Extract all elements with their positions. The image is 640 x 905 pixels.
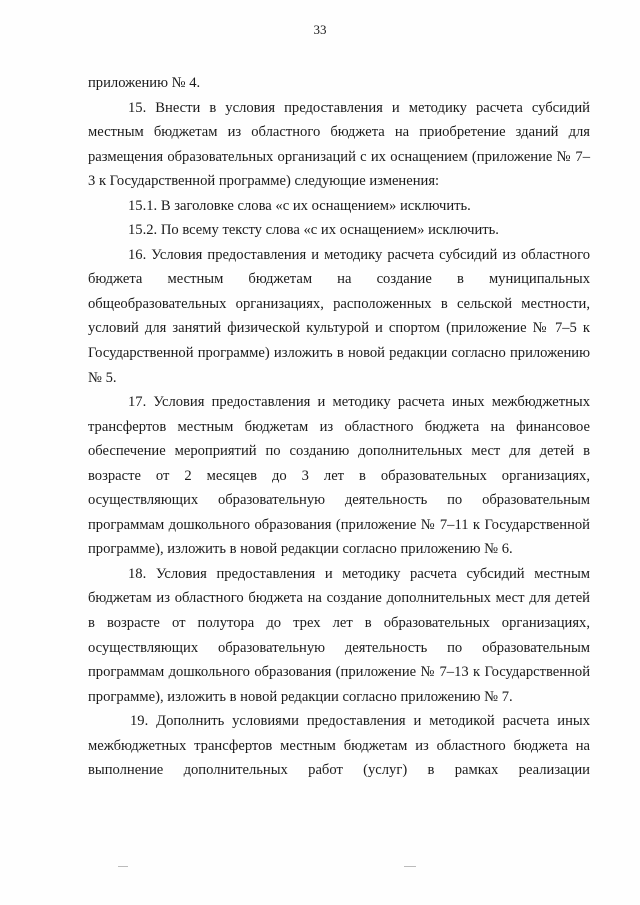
- paragraph-item-15-1: 15.1. В заголовке слова «с их оснащением» исключить.: [128, 197, 471, 214]
- paragraph-item-19: 19. Дополнить условиями предоставления и методикой расчета иных межбюджетных трансфертов местным бюджетам из областного бюджета на выполнение дополнительных работ (услуг) в рамках реализации: [88, 713, 590, 779]
- paragraph-item-15-2: 15.2. По всему тексту слова «с их оснащением» исключить.: [128, 222, 499, 239]
- paragraph-item-15: 15. Внести в условия предоставления и методику расчета субсидий местным бюджетам из областного бюджета на приобретение зданий для размещения образовательных организаций с их оснащением (приложение № 7–3 к Государственной программе) следующие изменения:: [88, 99, 590, 190]
- paragraph-item-17: 17. Условия предоставления и методику расчета иных межбюджетных трансфертов местным бюджетам из областного бюджета на финансовое обеспечение мероприятий по созданию дополнительных мест для детей в возрасте от 2 месяцев до 3 лет в образовательных организациях, осуществляющих образовательную деятельность по образовательным программам дошкольного образования (приложение № 7–11 к Государственной программе), изложить в новой редакции согласно приложению № 6.: [88, 394, 590, 558]
- paragraph-continuation: приложению № 4.: [88, 75, 201, 91]
- paragraph-item-18: 18. Условия предоставления и методику расчета субсидий местным бюджетам из областного бюджета на создание дополнительных мест для детей в возрасте от полутора до трех лет в образовательных организациях, осуществляющих образовательную деятельность по образовательным программам дошкольного образования (приложение № 7–13 к Государственной программе), изложить в новой редакции согласно приложению № 7.: [88, 565, 590, 705]
- paragraph-item-16: 16. Условия предоставления и методику расчета субсидий из областного бюджета местным бюджетам на создание в муниципальных общеобразовательных организациях, расположенных в сельской местности, условий для занятий физической культурой и спортом (приложение № 7–5 к Государственной программе) изложить в новой редакции согласно приложению № 5.: [88, 246, 590, 386]
- scan-artifact: [118, 866, 128, 867]
- scan-artifact: [404, 866, 416, 867]
- document-body: [88, 71, 590, 783]
- page-number: 33: [313, 22, 327, 37]
